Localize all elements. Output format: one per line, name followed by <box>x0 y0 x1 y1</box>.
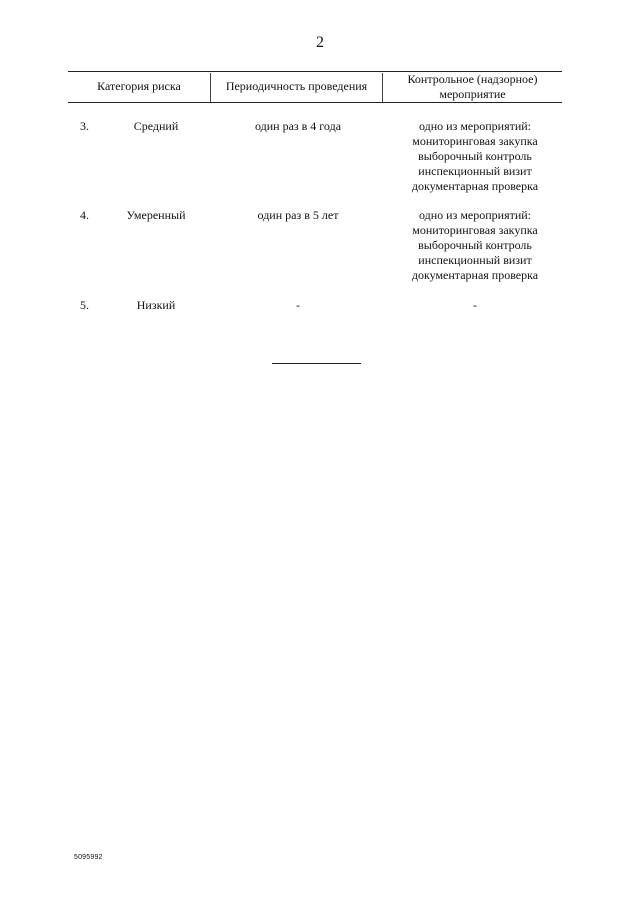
measure-line: документарная проверка <box>411 268 539 282</box>
measure-line: документарная проверка <box>411 179 539 193</box>
measure-line: мониторинговая закупка <box>412 134 538 148</box>
table-header-rule <box>68 102 562 103</box>
measure-line: инспекционный визит <box>418 164 532 178</box>
measure-line: - <box>473 298 477 312</box>
measure-line: инспекционный визит <box>418 253 532 267</box>
header-risk-category: Категория риска <box>97 79 181 93</box>
measure-line: мониторинговая закупка <box>412 223 538 237</box>
document-code: 5095992 <box>74 854 103 861</box>
control-measures <box>386 208 564 283</box>
periodicity: - <box>296 298 300 312</box>
periodicity: один раз в 4 года <box>254 119 342 133</box>
control-measures <box>386 119 564 194</box>
measure-line: одно из мероприятий: <box>418 119 532 133</box>
control-measures <box>386 298 564 313</box>
page-number: 2 <box>316 34 324 51</box>
row-number: 3. <box>80 119 89 133</box>
periodicity: один раз в 5 лет <box>257 208 339 222</box>
row-number: 5. <box>80 298 89 312</box>
end-separator-line <box>272 363 361 364</box>
risk-category: Средний <box>133 119 179 133</box>
header-control-measure: Контрольное (надзорное) мероприятие <box>407 71 538 101</box>
risk-category: Умеренный <box>126 208 186 222</box>
measure-line: выборочный контроль <box>418 149 532 163</box>
measure-line: выборочный контроль <box>418 238 532 252</box>
row-number: 4. <box>80 208 89 222</box>
risk-category: Низкий <box>136 298 176 312</box>
header-periodicity: Периодичность проведения <box>225 79 368 93</box>
measure-line: одно из мероприятий: <box>418 208 532 222</box>
